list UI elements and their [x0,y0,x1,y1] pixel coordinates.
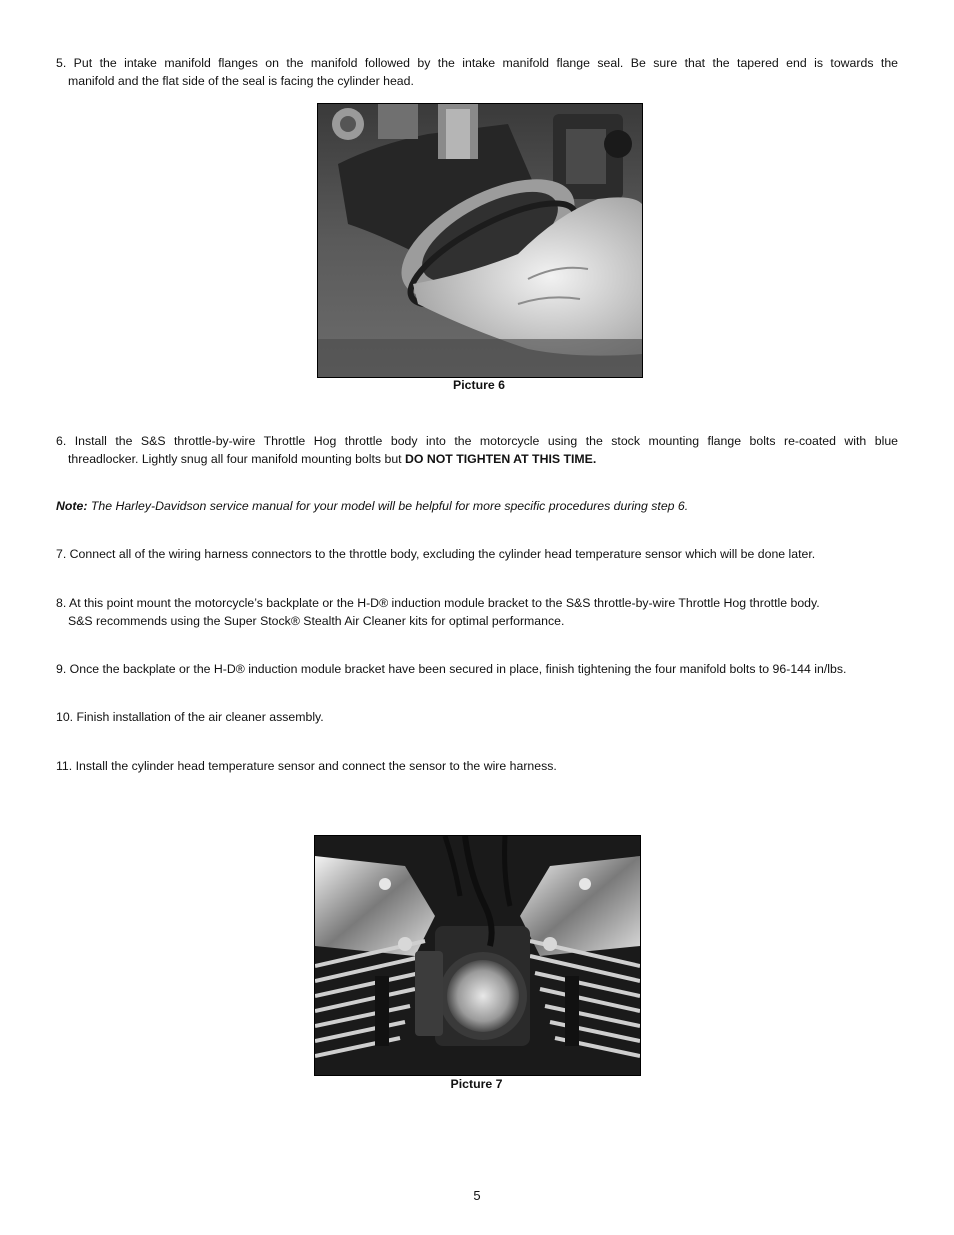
step-6-warning: DO NOT TIGHTEN AT THIS TIME. [405,452,597,466]
step-6-line-2-text: threadlocker. Lightly snug all four manifold mounting bolts but [68,452,405,466]
manifold-flange-photo [318,104,642,377]
step-6-line-2 [56,450,898,468]
step-5-line-1: 5. Put the intake manifold flanges on the manifold followed by the intake manifold flange seal. Be sure that the tapered end is towards the [56,56,898,70]
step-8 [56,594,898,630]
note [56,497,898,515]
step-9: 9. Once the backplate or the H-D® induction module bracket have been secured in place, finish tightening the four manifold bolts to 96-144 in/lbs. [56,662,847,676]
step-6 [56,432,898,468]
note-label: Note: [56,499,88,513]
step-8-line-2: S&S recommends using the Super Stock® Stealth Air Cleaner kits for optimal performance. [68,614,565,628]
step-11: 11. Install the cylinder head temperature sensor and connect the sensor to the wire harness. [56,759,557,773]
engine-throttle-body-photo [315,836,640,1075]
step-5-line-2: manifold and the flat side of the seal is facing the cylinder head. [68,74,414,88]
picture-6-photo [317,103,643,378]
picture-7-photo [314,835,641,1076]
picture-6-caption: Picture 6 [453,378,505,392]
step-5 [56,54,898,90]
note-text: The Harley-Davidson service manual for your model will be helpful for more specific procedures during step 6. [87,499,689,513]
picture-7-caption: Picture 7 [450,1077,503,1091]
step-6-line-1: 6. Install the S&S throttle-by-wire Throttle Hog throttle body into the motorcycle using the stock mounting flange bolts re-coated with blue [56,434,898,448]
page-number: 5 [473,1188,481,1203]
step-10: 10. Finish installation of the air cleaner assembly. [56,710,324,724]
step-7: 7. Connect all of the wiring harness connectors to the throttle body, excluding the cylinder head temperature sensor which will be done later. [56,547,816,561]
step-8-line-1: 8. At this point mount the motorcycle’s backplate or the H-D® induction module bracket to the S&S throttle-by-wire Throttle Hog throttle body. [56,596,820,610]
